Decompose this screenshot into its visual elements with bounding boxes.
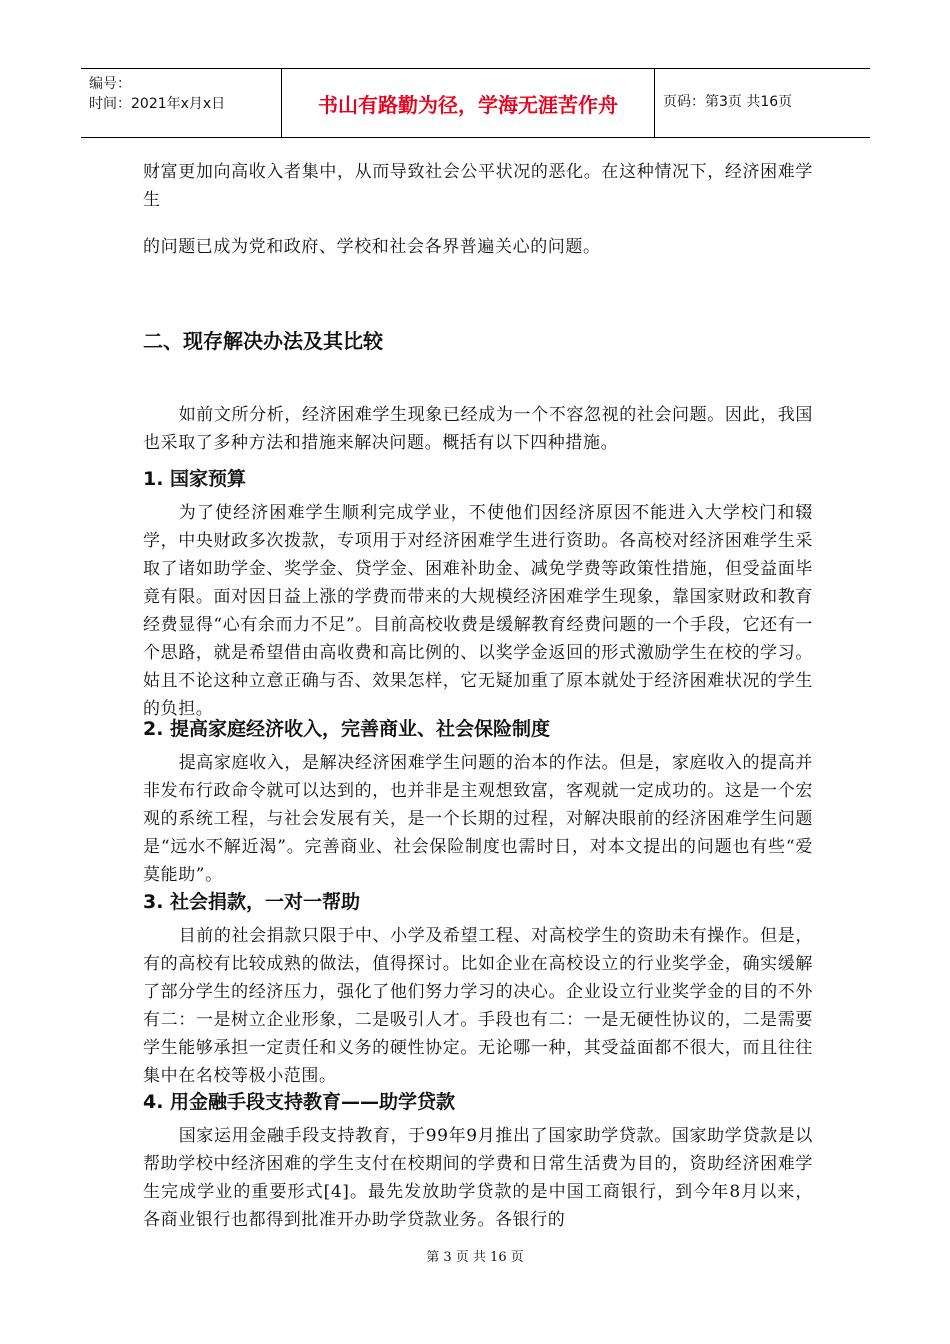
intro-paragraph: 如前文所分析，经济困难学生现象已经成为一个不容忽视的社会问题。因此，我国也采取了多种方法和措施来解决问题。概括有以下四种措施。 — [143, 405, 813, 453]
paragraph-continued-2: 的问题已成为党和政府、学校和社会各界普遍关心的问题。 — [143, 237, 601, 257]
header-page-info: 页码：第3页 共16页 — [663, 94, 793, 110]
subsection-1-heading: 1. 国家预算 — [143, 468, 247, 490]
subsection-4-heading: 4. 用金融手段支持教育——助学贷款 — [143, 1091, 456, 1113]
subsection-4-text: 国家运用金融手段支持教育，于99年9月推出了国家助学贷款。国家助学贷款是以帮助学校中经济困难的学生支付在校期间的学费和日常生活费为目的，资助经济困难学生完成学业的重要形式[4]。最先发放助学贷款的是中国工商银行，到今年8月以来，各商业银行也都得到批准开办助学贷款业务。各银行的 — [143, 1126, 813, 1230]
subsection-2-text: 提高家庭收入，是解决经济困难学生问题的治本的作法。但是，家庭收入的提高并非发布行政命令就可以达到的，也并非是主观想致富，客观就一定成功的。这是一个宏观的系统工程，与社会发展有关，是一个长期的过程，对解决眼前的经济困难学生问题是“远水不解近渴”。完善商业、社会保险制度也需时日，对本文提出的问题也有些“爱莫能助”。 — [143, 753, 813, 885]
header-table — [81, 68, 870, 138]
header-meta-cell — [81, 69, 282, 137]
paragraph-continued: 财富更加向高收入者集中，从而导致社会公平状况的恶化。在这种情况下，经济困难学生 — [143, 162, 813, 210]
number-label: 编号： — [89, 76, 131, 92]
header-motto: 书山有路勤为径，学海无涯苦作舟 — [282, 69, 655, 137]
page-footer: 第 3 页 共 16 页 — [426, 1250, 524, 1265]
subsection-3-text: 目前的社会捐款只限于中、小学及希望工程、对高校学生的资助未有操作。但是，有的高校有比较成熟的做法，值得探讨。比如企业在高校设立的行业奖学金，确实缓解了部分学生的经济压力，强化了他们努力学习的决心。企业设立行业奖学金的目的不外有二：一是树立企业形象，二是吸引人才。手段也有二：一是无硬性协议的，二是需要学生能够承担一定责任和义务的硬性协定。无论哪一种，其受益面都不很大，而且往往集中在名校等极小范围。 — [143, 926, 813, 1086]
subsection-1-text: 为了使经济困难学生顺利完成学业，不使他们因经济原因不能进入大学校门和辍学，中央财政多次拨款，专项用于对经济困难学生进行资助。各高校对经济困难学生采取了诸如助学金、奖学金、贷学金、困难补助金、减免学费等政策性措施，但受益面毕竟有限。面对因日益上涨的学费而带来的大规模经济困难学生现象，靠国家财政和教育经费显得“心有余而力不足”。目前高校收费是缓解教育经费问题的一个手段，它还有一个思路，就是希望借由高收费和高比例的、以奖学金返回的形式激励学生在校的学习。姑且不论这种立意正确与否、效果怎样，它无疑加重了原本就处于经济困难状况的学生的负担。 — [143, 503, 813, 719]
subsection-2-heading: 2. 提高家庭经济收入，完善商业、社会保险制度 — [143, 718, 551, 740]
subsection-3-heading: 3. 社会捐款，一对一帮助 — [143, 891, 361, 913]
section-heading: 二、现存解决办法及其比较 — [143, 329, 383, 353]
date-label: 时间：2021年x月x日 — [89, 96, 226, 112]
